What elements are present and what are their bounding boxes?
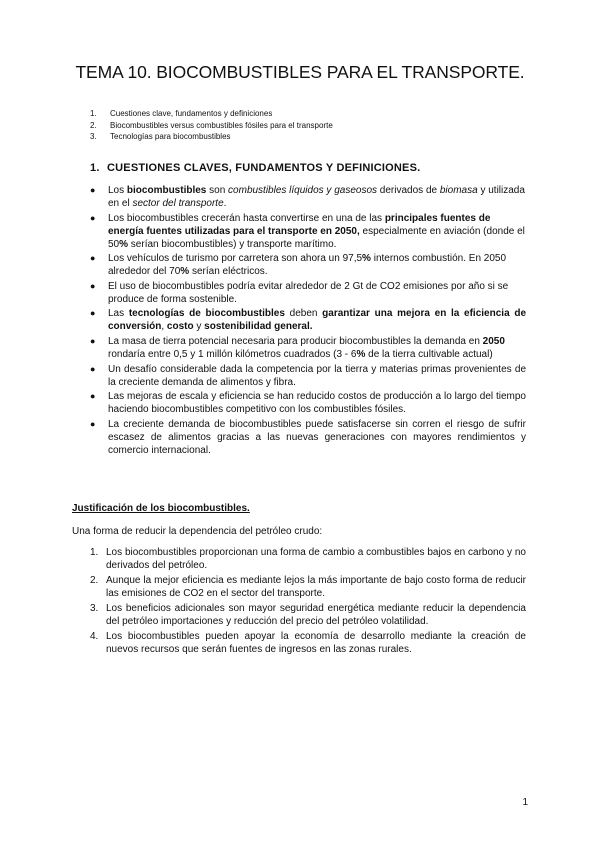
list-item-text: Los biocombustibles pueden apoyar la economía de desarrollo mediante la creación de nuevos recursos que serán fuentes de ingresos en las zonas rurales. <box>106 631 526 655</box>
bullet-icon: ● <box>90 418 96 429</box>
list-item-number: 2. <box>90 575 99 586</box>
bullet-item: ● Un desafío considerable dada la competencia por la tierra y materias primas provenientes de la creciente demanda de alimentos y fibra. <box>90 363 526 388</box>
bullet-item: ● Los vehículos de turismo por carretera son ahora un 97,5% internos combustión. En 2050 alrededor del 70% serían eléctricos. <box>90 253 507 278</box>
page-number: 1 <box>522 797 528 808</box>
toc-item <box>90 108 333 120</box>
bullet-icon: ● <box>90 253 96 264</box>
list-item <box>90 574 526 600</box>
list-item <box>90 630 526 656</box>
toc-item-text: Biocombustibles versus combustibles fósiles para el transporte <box>110 120 333 130</box>
list-item-text: Aunque la mejor eficiencia es mediante lejos la más importante de bajo costo forma de reducir las emisiones de CO2 en el sector del transporte. <box>106 575 526 599</box>
toc-item-number: 2. <box>90 120 97 130</box>
bullet-icon: ● <box>90 335 96 346</box>
list-item-number: 1. <box>90 547 99 558</box>
list-item-number: 4. <box>90 631 99 642</box>
list-item-text: Los biocombustibles proporcionan una forma de cambio a combustibles bajos en carbono y no derivados del petróleo. <box>106 547 526 571</box>
toc-item-number: 3. <box>90 132 97 141</box>
toc-item-number: 1. <box>90 109 97 118</box>
table-of-contents <box>90 108 333 143</box>
bullet-icon: ● <box>90 185 96 195</box>
bullet-item: ● La creciente demanda de biocombustibles puede satisfacerse sin corren el riesgo de sufrir escasez de alimentos gracias a las nuevas generaciones con mayores rendimientos y comercio internacional. <box>90 418 526 456</box>
toc-item <box>90 120 333 132</box>
section-number: 1. <box>90 162 100 174</box>
list-item <box>90 546 526 572</box>
subsection-heading: Justificación de los biocombustibles. <box>72 503 250 514</box>
list-item <box>90 602 526 628</box>
section-title: CUESTIONES CLAVES, FUNDAMENTOS Y DEFINICIONES. <box>107 162 421 174</box>
bullet-list <box>90 184 526 458</box>
toc-item-text: Cuestiones clave, fundamentos y definiciones <box>110 109 273 118</box>
bullet-item: ● Las tecnologías de biocombustibles deben garantizar una mejora en la eficiencia de conversión, costo y sostenibilidad general. <box>90 308 526 333</box>
numbered-list <box>90 546 526 658</box>
toc-item-text: Tecnologías para biocombustibles <box>110 132 231 141</box>
bullet-icon: ● <box>90 212 96 223</box>
bullet-icon: ● <box>90 280 96 291</box>
bullet-item: ● El uso de biocombustibles podría evitar alrededor de 2 Gt de CO2 emisiones por año si se produce de forma sostenible. <box>90 280 509 305</box>
bullet-item: ● Los biocombustibles crecerán hasta convertirse en una de las principales fuentes de energía fuentes utilizadas para el transporte en 2050, especialmente en aviación (donde el 50% serían biocombustibles) y transporte marítimo. <box>90 212 525 250</box>
bullet-icon: ● <box>90 363 96 374</box>
page-title: TEMA 10. BIOCOMBUSTIBLES PARA EL TRANSPORTE. <box>75 62 525 82</box>
bullet-item: ● La masa de tierra potencial necesaria para producir biocombustibles la demanda en 2050 rondaría entre 0,5 y 1 millón kilómetros cuadrados (3 - 6% de la tierra cultivable actual) <box>90 335 505 360</box>
list-item-text: Los beneficios adicionales son mayor seguridad energética mediante reducir la dependencia del petróleo importaciones y reducción del precio del petróleo volatilidad. <box>106 603 526 627</box>
list-item-number: 3. <box>90 603 99 614</box>
bullet-icon: ● <box>90 391 96 402</box>
bullet-item: ● Los biocombustibles son combustibles líquidos y gaseosos derivados de biomasa y utilizada en el sector del transporte. <box>90 185 525 209</box>
toc-item <box>90 131 333 143</box>
bullet-icon: ● <box>90 308 96 319</box>
bullet-item: ● Las mejoras de escala y eficiencia se han reducido costos de producción a lo largo del tiempo haciendo biocombustibles competitivo con los combustibles fósiles. <box>90 391 526 416</box>
section-heading <box>90 162 420 174</box>
intro-paragraph: Una forma de reducir la dependencia del petróleo crudo: <box>72 526 323 537</box>
